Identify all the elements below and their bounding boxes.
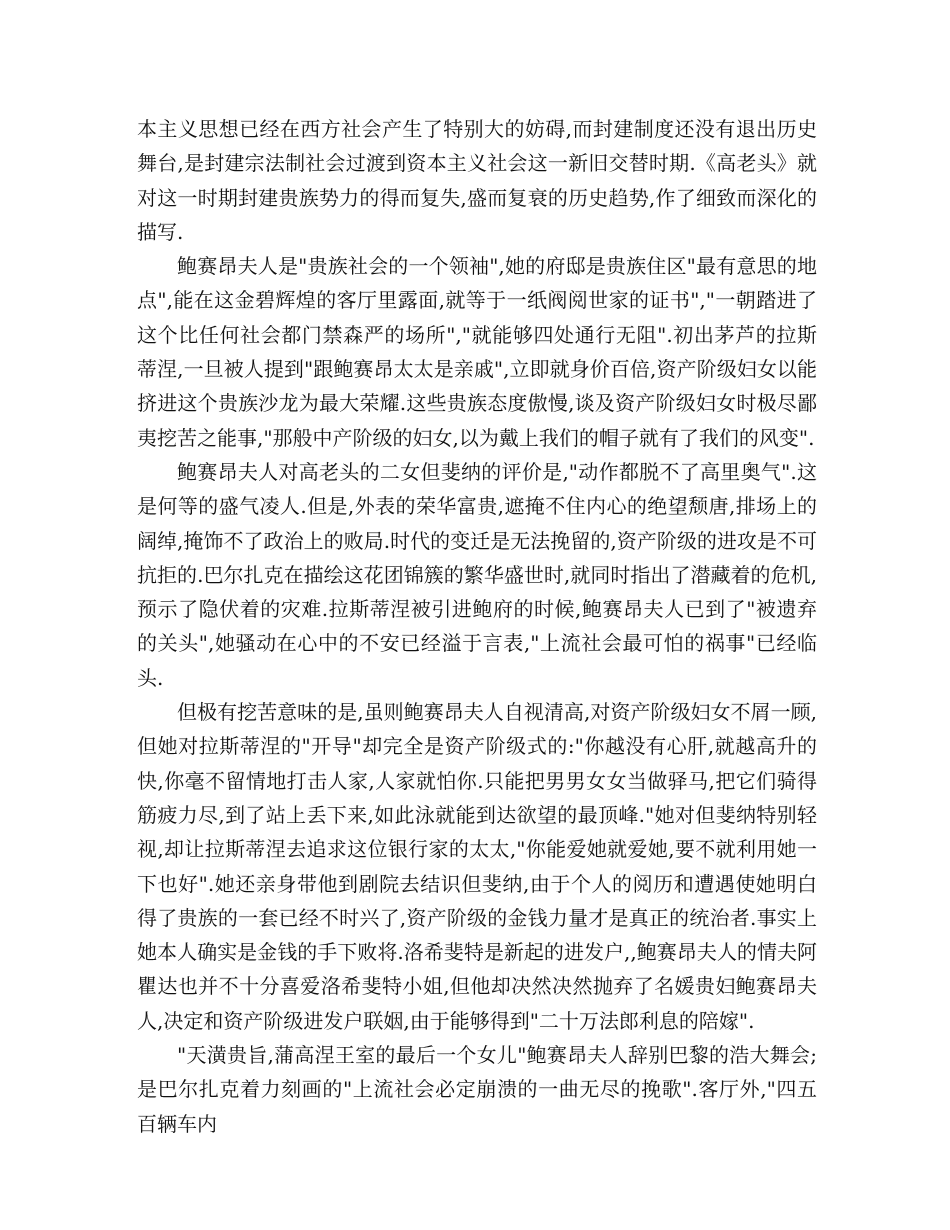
paragraph-3: 鲍赛昂夫人对高老头的二女但斐纳的评价是,"动作都脱不了高里奥气".这是何等的盛气凌人.但是,外表的荣华富贵,遮掩不住内心的绝望颓唐,排场上的阔绰,掩饰不了政治上的败局.时代的变迁是无法挽留的,资产阶级的进攻是不可抗拒的.巴尔扎克在描绘这花团锦簇的繁华盛世时,就同时指出了潜藏着的危机,预示了隐伏着的灾难.拉斯蒂涅被引进鲍府的时候,鲍赛昂夫人已到了"被遗弃的关头",她骚动在心中的不安已经溢于言表,"上流社会最可怕的祸事"已经临头. [137, 459, 817, 690]
paragraph-1: 本主义思想已经在西方社会产生了特别大的妨碍,而封建制度还没有退出历史舞台,是封建宗法制社会过渡到资本主义社会这一新旧交替时期.《高老头》就对这一时期封建贵族势力的得而复失,盛而复衰的历史趋势,作了细致而深化的描写. [137, 117, 817, 244]
paragraph-2: 鲍赛昂夫人是"贵族社会的一个领袖",她的府邸是贵族住区"最有意思的地点",能在这金碧辉煌的客厅里露面,就等于一纸阀阅世家的证书","一朝踏进了这个比任何社会都门禁森严的场所","就能够四处通行无阻".初出茅芦的拉斯蒂涅,一旦被人提到"跟鲍赛昂太太是亲戚",立即就身价百倍,资产阶级妇女以能挤进这个贵族沙龙为最大荣耀.这些贵族态度傲慢,谈及资产阶级妇女时极尽鄙夷挖苦之能事,"那般中产阶级的妇女,以为戴上我们的帽子就有了我们的风变". [137, 254, 817, 450]
paragraph-4: 但极有挖苦意味的是,虽则鲍赛昂夫人自视清高,对资产阶级妇女不屑一顾,但她对拉斯蒂涅的"开导"却完全是资产阶级式的:"你越没有心肝,就越高升的快,你毫不留情地打击人家,人家就怕你.只能把男男女女当做驿马,把它们骑得筋疲力尽,到了站上丢下来,如此泳就能到达欲望的最顶峰."她对但斐纳特别轻视,却让拉斯蒂涅去追求这位银行家的太太,"你能爱她就爱她,要不就利用她一下也好".她还亲身带他到剧院去结识但斐纳,由于个人的阅历和遭遇使她明白得了贵族的一套已经不时兴了,资产阶级的金钱力量才是真正的统治者.事实上她本人确实是金钱的手下败将.洛希斐特是新起的进发户,,鲍赛昂夫人的情夫阿瞿达也并不十分喜爱洛希斐特小姐,但他却决然决然抛弃了名媛贵妇鲍赛昂夫人,决定和资产阶级进发户联姻,由于能够得到"二十万法郎利息的陪嫁". [137, 700, 817, 1033]
document-page [137, 112, 817, 1141]
paragraph-5: "天潢贵旨,蒲高涅王室的最后一个女儿"鲍赛昂夫人辞别巴黎的浩大舞会;是巴尔扎克着力刻画的"上流社会必定崩溃的一曲无尽的挽歌".客厅外,"四五百辆车内 [137, 1043, 817, 1136]
